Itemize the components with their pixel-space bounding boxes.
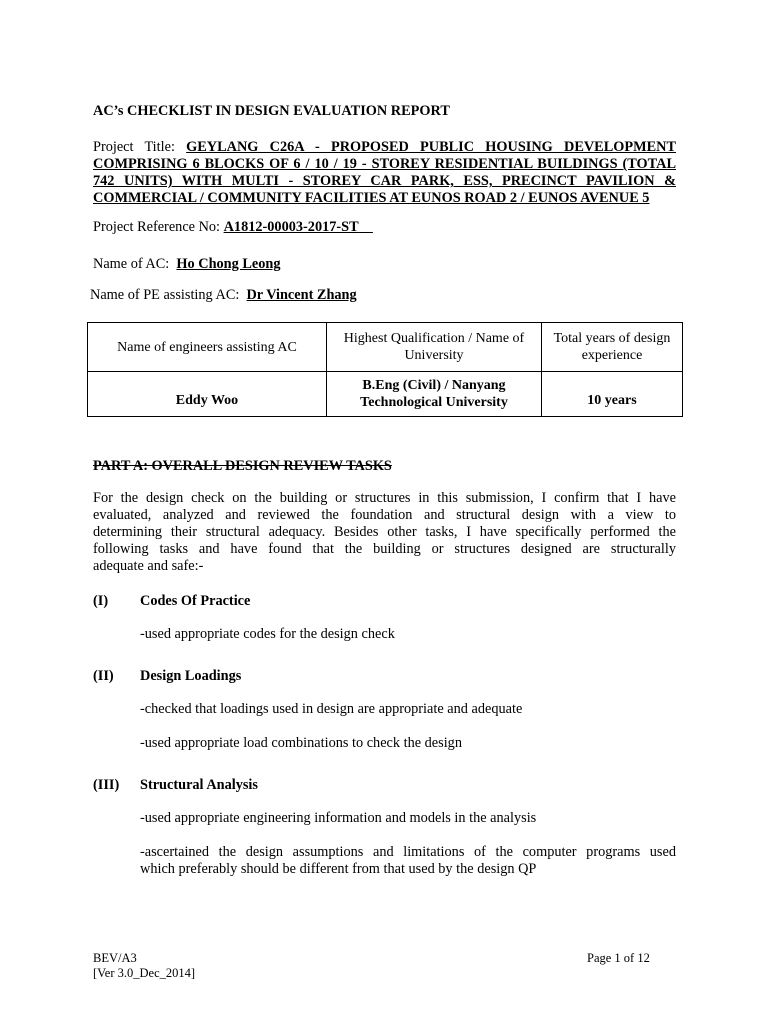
section-3-number: (III) (93, 777, 120, 793)
project-title-line-1 (93, 139, 676, 156)
document-title: AC’s CHECKLIST IN DESIGN EVALUATION REPORT (93, 103, 450, 119)
section-2-title: Design Loadings (140, 668, 242, 684)
section-1-title: Codes Of Practice (140, 593, 251, 609)
engineers-table (87, 322, 683, 417)
engineer-qualification: B.Eng (Civil) / Nanyang Technological University (327, 372, 542, 417)
intro-line-3: determining their structural adequacy. Besides other tasks, I have specifically performed the (93, 524, 676, 540)
intro-line-5: adequate and safe:- (93, 558, 204, 574)
section-2-item-1: -checked that loadings used in design are appropriate and adequate (140, 701, 523, 717)
project-title-text-1: GEYLANG C26A - PROPOSED PUBLIC HOUSING DEVELOPMENT (186, 139, 677, 155)
pe-value: Dr Vincent Zhang (246, 287, 357, 303)
section-2-item-2: -used appropriate load combinations to check the design (140, 735, 462, 751)
project-title-line-3: 742 UNITS) WITH MULTI - STOREY CAR PARK, ESS, PRECINCT PAVILION & (93, 173, 676, 189)
section-3-item-2 (140, 844, 676, 878)
section-3-title: Structural Analysis (140, 777, 258, 793)
engineers-table-row (88, 372, 683, 417)
intro-line-1: For the design check on the building or structures in this submission, I confirm that I have (93, 490, 676, 506)
pe-name-row (90, 287, 357, 304)
engineer-years: 10 years (542, 372, 683, 417)
project-title-line-4: COMMERCIAL / COMMUNITY FACILITIES AT EUNOS ROAD 2 / EUNOS AVENUE 5 (93, 190, 650, 206)
project-title-label: Project Title: (93, 139, 175, 155)
project-reference-label: Project Reference No: (93, 219, 221, 235)
project-title-block (93, 139, 676, 207)
pe-label: Name of PE assisting AC: (90, 287, 240, 303)
project-reference-value: A1812-00003-2017-ST (223, 219, 359, 235)
section-3-item-2-line-1: -ascertained the design assumptions and limitations of the computer programs used (140, 844, 676, 860)
engineers-header-years: Total years of design experience (542, 323, 683, 372)
engineers-header-qualification: Highest Qualification / Name of University (327, 323, 542, 372)
part-a-intro (93, 490, 676, 575)
ac-label: Name of AC: (93, 256, 170, 272)
footer-form-code: BEV/A3 (93, 951, 137, 965)
footer-page-number: Page 1 of 12 (587, 951, 650, 965)
engineers-table-header-row (88, 323, 683, 372)
section-3-item-2-line-2: which preferably should be different from that used by the design QP (140, 861, 537, 877)
intro-line-2: evaluated, analyzed and reviewed the foundation and structural design with a view to (93, 507, 676, 523)
intro-line-4: following tasks and have found that the building or structures designed are structurally (93, 541, 676, 557)
section-1-number: (I) (93, 593, 109, 609)
engineers-header-name: Name of engineers assisting AC (88, 323, 327, 372)
section-3-item-1: -used appropriate engineering information and models in the analysis (140, 810, 537, 826)
project-title-line-2: COMPRISING 6 BLOCKS OF 6 / 10 / 19 - STOREY RESIDENTIAL BUILDINGS (TOTAL (93, 156, 676, 172)
project-reference (93, 219, 373, 236)
section-2-number: (II) (93, 668, 114, 684)
ac-name-row (93, 256, 280, 273)
ac-value: Ho Chong Leong (176, 256, 281, 272)
footer-version: [Ver 3.0_Dec_2014] (93, 966, 196, 980)
section-1-item-1: -used appropriate codes for the design check (140, 626, 395, 642)
part-a-heading: PART A: OVERALL DESIGN REVIEW TASKS (93, 458, 392, 474)
engineer-name: Eddy Woo (88, 372, 327, 417)
